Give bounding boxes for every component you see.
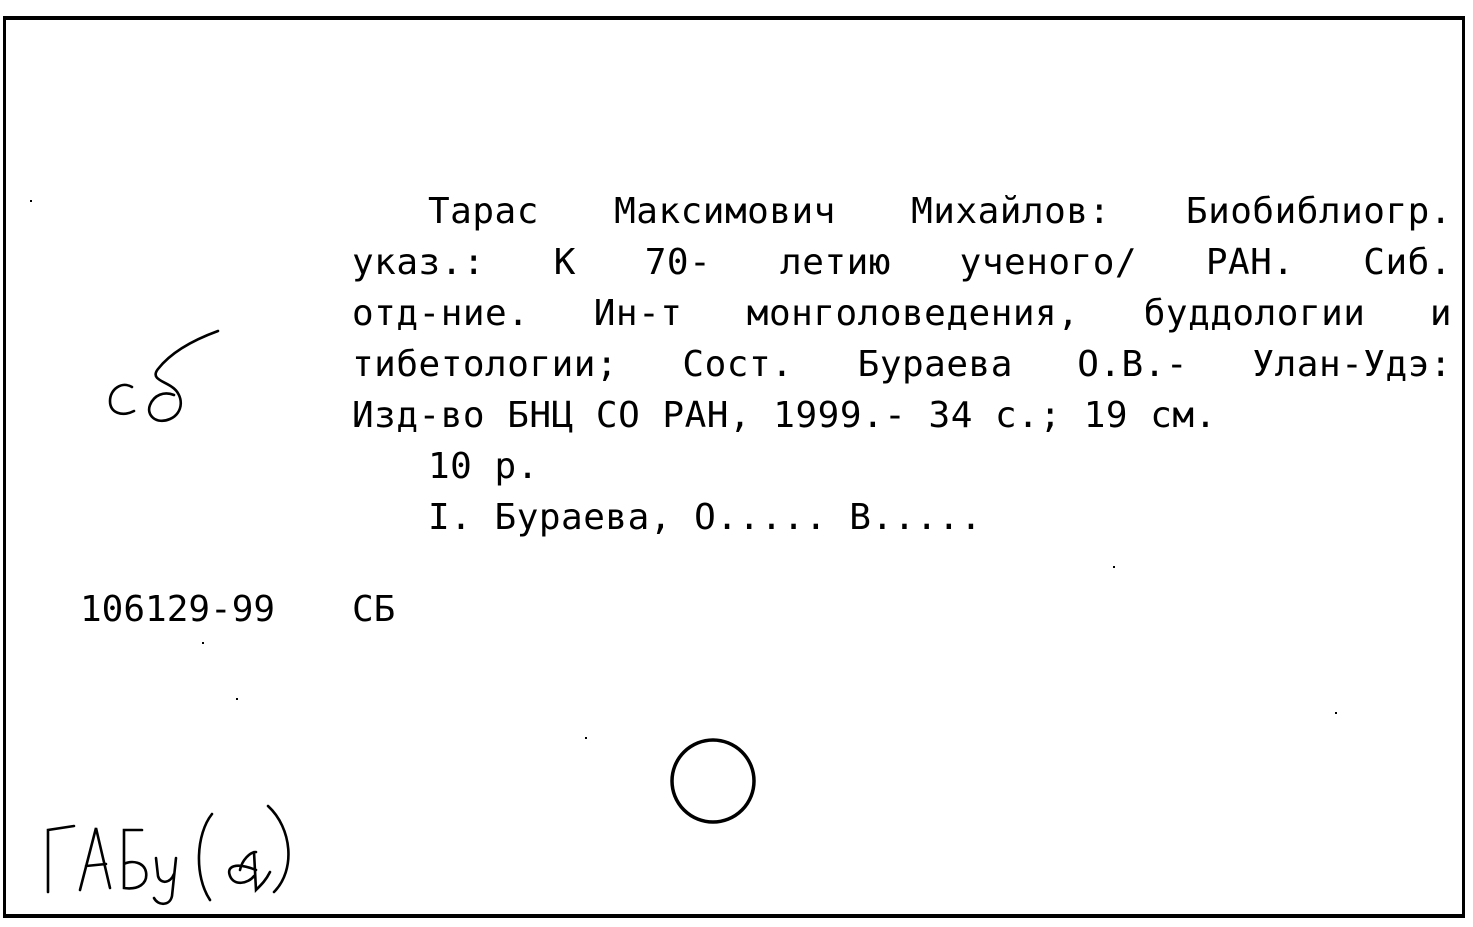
shelf-code: СБ xyxy=(352,589,396,630)
handwritten-location-mark xyxy=(30,800,310,915)
scan-speck xyxy=(202,642,204,644)
scan-speck xyxy=(1335,712,1337,714)
accession-number: 106129-99 xyxy=(80,589,276,630)
scan-speck xyxy=(30,200,32,202)
handwritten-mark-sb xyxy=(100,325,230,440)
price-line: 10 р. xyxy=(428,446,539,487)
scan-speck xyxy=(1113,566,1115,568)
tracing-line: I. Бураева, О..... В..... xyxy=(428,497,983,538)
punch-hole xyxy=(670,738,762,835)
bibliographic-description xyxy=(352,186,1452,543)
scan-speck xyxy=(585,737,587,739)
description-line-5: Изд-во БНЦ СО РАН, 1999.- 34 с.; 19 см. xyxy=(352,395,1217,436)
description-line-1: Тарас Максимович Михайлов: Биобиблиогр. xyxy=(428,191,1452,232)
scan-speck xyxy=(236,698,238,700)
description-line-2: указ.: К 70- летию ученого/ РАН. Сиб. xyxy=(352,242,1452,283)
description-line-4: тибетологии; Сост. Бураева О.В.- Улан-Удэ: xyxy=(352,344,1452,385)
description-line-3: отд-ние. Ин-т монголоведения, буддологии и xyxy=(352,293,1452,334)
